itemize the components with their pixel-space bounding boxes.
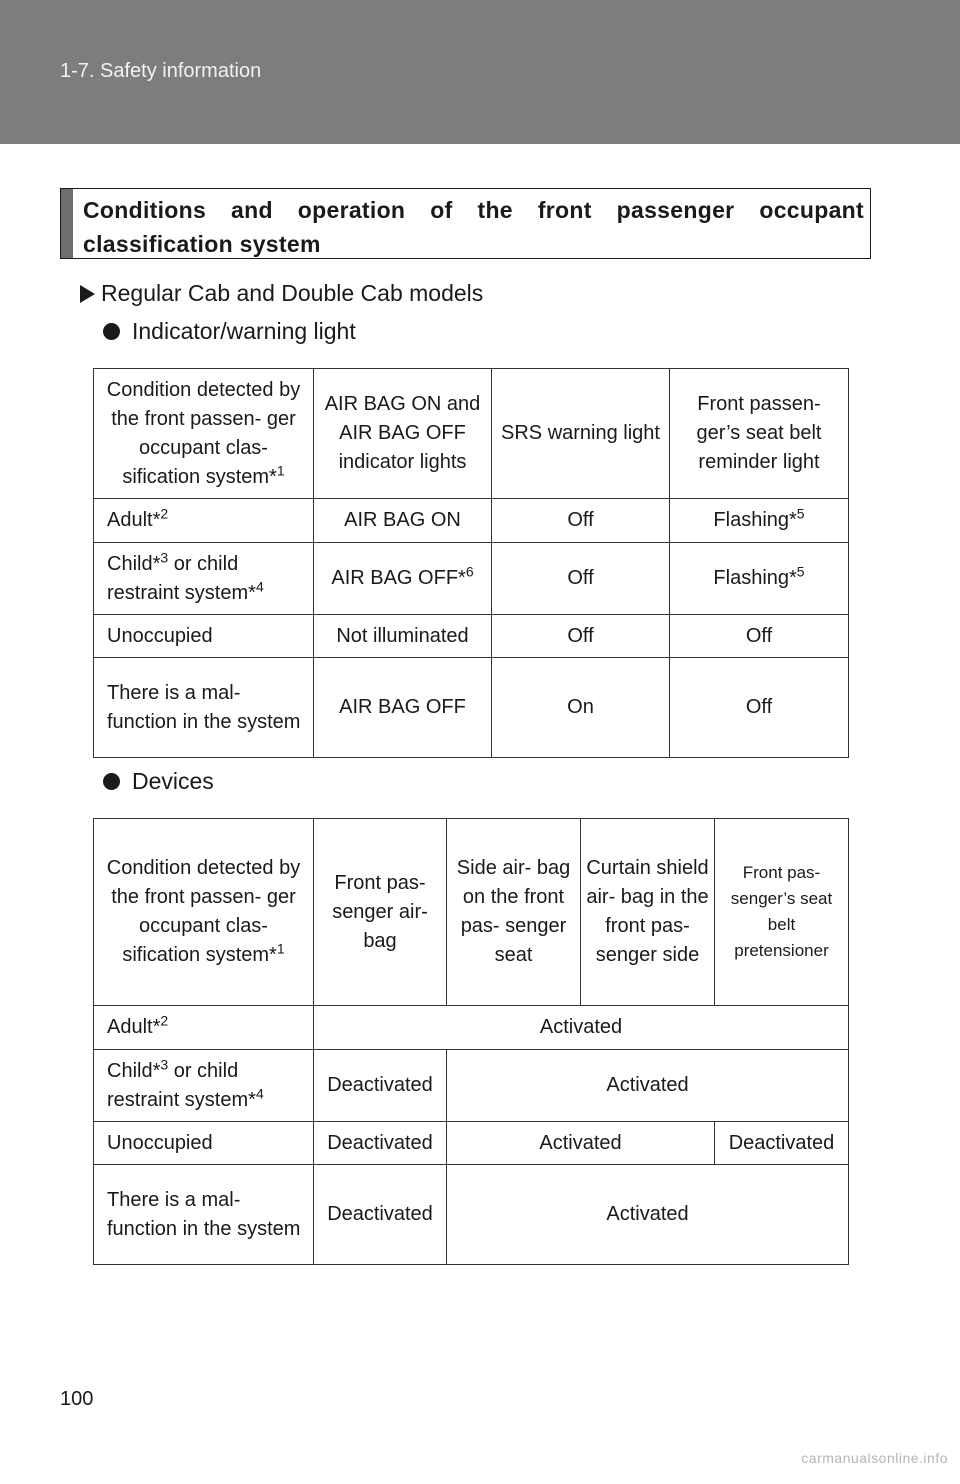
indicator-bullet xyxy=(103,318,356,345)
devices-table xyxy=(93,818,849,1265)
page-number: 100 xyxy=(60,1388,94,1410)
watermark: carmanualsonline.info xyxy=(801,1450,948,1466)
subheading-text: Regular Cab and Double Cab models xyxy=(101,280,484,306)
row-belt: Off xyxy=(670,658,849,758)
row-condition: Adult*$^2$ xyxy=(94,1006,314,1050)
row-front-airbag: Deactivated xyxy=(314,1165,447,1265)
row-front-airbag: Deactivated xyxy=(314,1122,447,1165)
row-other-devices: Activated xyxy=(447,1050,849,1122)
table-row xyxy=(94,615,849,658)
section-label: 1-7. Safety information xyxy=(60,60,262,82)
row-side-curtain: Activated xyxy=(447,1122,715,1165)
row-belt: Off xyxy=(670,615,849,658)
row-belt: Flashing*$^5$ xyxy=(670,543,849,615)
row-srs: Off xyxy=(492,615,670,658)
devices-label: Devices xyxy=(132,768,214,794)
title-accent-bar xyxy=(61,189,73,258)
row-condition: There is a mal- function in the system xyxy=(94,1165,314,1265)
row-srs: Off xyxy=(492,543,670,615)
header-curtain-airbag: Curtain shield air- bag in the front pas- senger side xyxy=(581,819,715,1006)
header-pretensioner: Front pas- senger’s seat belt pretensioner xyxy=(715,819,849,1006)
row-condition: Child*$^3$ or child restraint system*$^4$ xyxy=(94,1050,314,1122)
row-other-devices: Activated xyxy=(447,1165,849,1265)
subheading xyxy=(80,280,483,307)
table-row xyxy=(94,543,849,615)
table-row xyxy=(94,499,849,543)
header-side-airbag: Side air- bag on the front pas- senger seat xyxy=(447,819,581,1006)
row-front-airbag: Deactivated xyxy=(314,1050,447,1122)
triangle-bullet-icon xyxy=(80,285,95,303)
row-all-devices: Activated xyxy=(314,1006,849,1050)
row-condition: Unoccupied xyxy=(94,615,314,658)
row-srs: Off xyxy=(492,499,670,543)
indicator-table xyxy=(93,368,849,758)
row-condition: Unoccupied xyxy=(94,1122,314,1165)
header-srs-warning: SRS warning light xyxy=(492,369,670,499)
table-row xyxy=(94,1050,849,1122)
table-row xyxy=(94,1122,849,1165)
circle-bullet-icon xyxy=(103,323,120,340)
devices-bullet xyxy=(103,768,214,795)
header-airbag-indicator: AIR BAG ON and AIR BAG OFF indicator lights xyxy=(314,369,492,499)
indicator-label: Indicator/warning light xyxy=(132,318,356,344)
row-airbag: AIR BAG OFF xyxy=(314,658,492,758)
table-row xyxy=(94,658,849,758)
row-airbag: Not illuminated xyxy=(314,615,492,658)
section-title-box xyxy=(60,188,871,259)
header-condition: Condition detected by the front passen- ger occupant clas- sification system*$^1$ xyxy=(94,819,314,1006)
table-header-row xyxy=(94,819,849,1006)
row-condition: There is a mal- function in the system xyxy=(94,658,314,758)
section-title: Conditions and operation of the front passenger occupant classification system xyxy=(83,197,864,257)
circle-bullet-icon xyxy=(103,773,120,790)
header-belt-reminder: Front passen- ger’s seat belt reminder light xyxy=(670,369,849,499)
table-row xyxy=(94,1006,849,1050)
row-airbag: AIR BAG ON xyxy=(314,499,492,543)
row-srs: On xyxy=(492,658,670,758)
row-airbag: AIR BAG OFF*$^6$ xyxy=(314,543,492,615)
row-belt: Flashing*$^5$ xyxy=(670,499,849,543)
row-pretensioner: Deactivated xyxy=(715,1122,849,1165)
header-front-airbag: Front pas- senger air- bag xyxy=(314,819,447,1006)
row-condition: Adult*$^2$ xyxy=(94,499,314,543)
row-condition: Child*$^3$ or child restraint system*$^4$ xyxy=(94,543,314,615)
header-condition: Condition detected by the front passen- ger occupant clas- sification system*$^1$ xyxy=(94,369,314,499)
table-row xyxy=(94,1165,849,1265)
table-header-row xyxy=(94,369,849,499)
